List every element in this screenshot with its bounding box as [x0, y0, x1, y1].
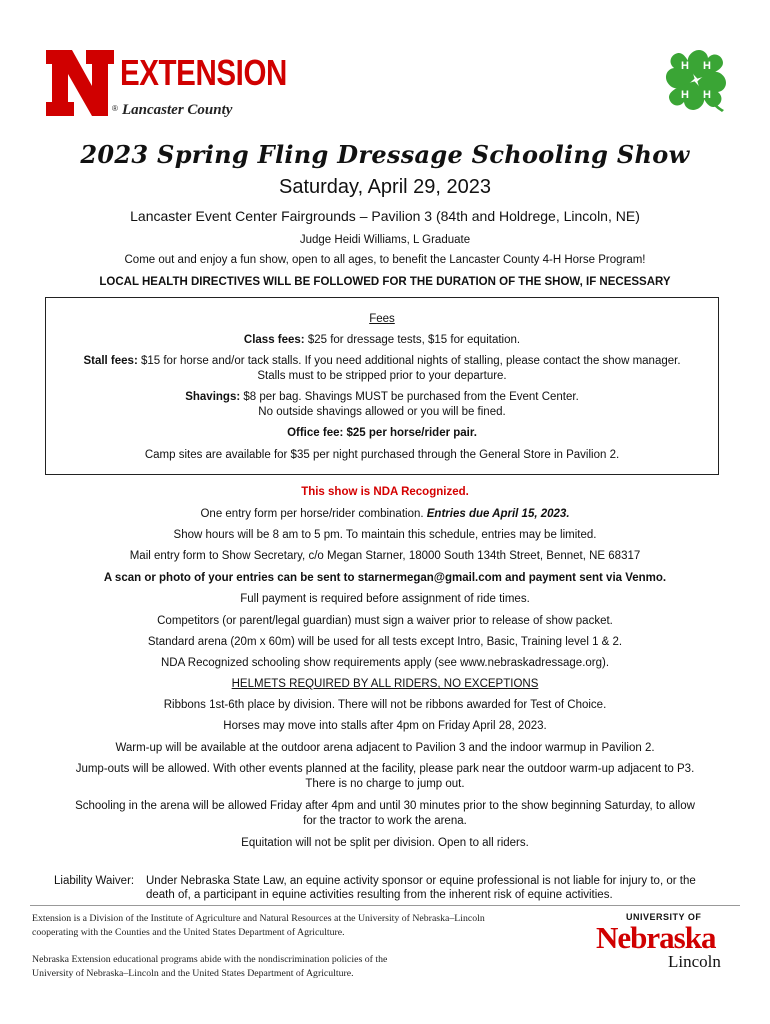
unl-logo: [596, 912, 736, 972]
page-title: 2023 Spring Fling Dressage Schooling Show: [80, 140, 690, 169]
intro-line: Come out and enjoy a fun show, open to all ages, to benefit the Lancaster County 4-H Horse Program!: [124, 254, 646, 266]
equitation-line: Equitation will not be split per division. Open to all riders.: [241, 837, 529, 849]
entries-due: Entries due April 15, 2023.: [426, 508, 570, 520]
nda-requirements: NDA Recognized schooling show requirements apply (see www.nebraskadressage.org).: [160, 657, 610, 669]
clover-h-2: H: [703, 60, 711, 72]
footer-line-4: University of Nebraska–Lincoln and the United States Department of Agriculture.: [32, 968, 354, 979]
judge-line: Judge Heidi Williams, L Graduate: [299, 234, 471, 246]
jumpouts-line: Jump-outs will be allowed. With other events planned at the facility, please park near the outdoor warm-up adjacent to P3.: [75, 763, 695, 775]
scan-entry: A scan or photo of your entries can be sent to starnermegan@gmail.com and payment sent via Venmo.: [103, 572, 667, 584]
clover-h-3: H: [681, 89, 689, 101]
shavings: [46, 390, 718, 405]
footer-divider: [30, 905, 740, 906]
extension-wordmark: EXTENSION: [120, 52, 287, 93]
entry-text: One entry form per horse/rider combination.: [200, 508, 427, 520]
footer-line-2: cooperating with the Counties and the United States Department of Agriculture.: [32, 927, 345, 938]
extension-logo: [42, 44, 287, 124]
health-directive: LOCAL HEALTH DIRECTIVES WILL BE FOLLOWED FOR THE DURATION OF THE SHOW, IF NECESSARY: [99, 276, 671, 288]
show-hours: Show hours will be 8 am to 5 pm. To maintain this schedule, entries may be limited.: [173, 529, 597, 541]
footer-line-3: Nebraska Extension educational programs abide with the nondiscrimination policies of the: [32, 954, 388, 965]
liability-text: Under Nebraska State Law, an equine activity sponsor or equine professional is not liable for injury to, or the death of, a participant in equine activities resulting from the inherent risk of equine activities.: [146, 875, 696, 901]
class-fees-text: $25 for dressage tests, $15 for equitation.: [304, 334, 521, 346]
clover-h-1: H: [681, 60, 689, 72]
full-payment: Full payment is required before assignment of ride times.: [240, 593, 530, 605]
unl-nebraska: Nebraska: [596, 920, 716, 955]
jumpouts-note: There is no charge to jump out.: [305, 778, 465, 790]
4h-clover-icon: [658, 42, 734, 118]
waiver-line: Competitors (or parent/legal guardian) must sign a waiver prior to release of show packet.: [157, 615, 613, 627]
arena-line: Standard arena (20m x 60m) will be used for all tests except Intro, Basic, Training level 1 & 2.: [147, 636, 623, 648]
schooling-note: for the tractor to work the arena.: [303, 815, 467, 827]
class-fees-label: Class fees:: [243, 334, 305, 346]
stall-fees-text: $15 for horse and/or tack stalls. If you need additional nights of stalling, please contact the show manager.: [137, 355, 681, 367]
stalls-line: Horses may move into stalls after 4pm on Friday April 28, 2023.: [223, 720, 547, 732]
registered-mark: ®: [112, 104, 118, 113]
fees-box: [45, 297, 719, 475]
show-date: Saturday, April 29, 2023: [279, 176, 491, 198]
helmets-required: HELMETS REQUIRED BY ALL RIDERS, NO EXCEPTIONS: [231, 678, 539, 690]
mail-entry: Mail entry form to Show Secretary, c/o Megan Starner, 18000 South 134th Street, Bennet, NE 68317: [129, 550, 641, 562]
unl-lincoln: Lincoln: [668, 952, 721, 971]
liability-label: Liability Waiver:: [54, 875, 135, 887]
nda-recognized: This show is NDA Recognized.: [301, 486, 469, 498]
office-fee: Office fee: $25 per horse/rider pair.: [287, 427, 477, 439]
class-fees: [46, 333, 718, 348]
ribbons-line: Ribbons 1st-6th place by division. There will not be ribbons awarded for Test of Choice.: [163, 699, 607, 711]
shavings-label: Shavings:: [185, 391, 241, 403]
fees-heading: Fees: [369, 313, 395, 325]
shavings-text: $8 per bag. Shavings MUST be purchased from the Event Center.: [240, 391, 579, 403]
nebraska-n-icon: [42, 44, 118, 120]
unl-university-of: UNIVERSITY OF: [626, 912, 702, 922]
clover-h-4: H: [703, 89, 711, 101]
entry-line: [0, 507, 770, 522]
shavings-note: No outside shavings allowed or you will be fined.: [258, 406, 506, 418]
stall-fees-label: Stall fees:: [83, 355, 138, 367]
county-name: Lancaster County: [122, 102, 233, 118]
warmup-line: Warm-up will be available at the outdoor arena adjacent to Pavilion 3 and the indoor warmup in Pavilion 2.: [115, 742, 655, 754]
footer-line-1: Extension is a Division of the Institute of Agriculture and Natural Resources at the University of Nebraska–Lincoln: [32, 913, 485, 924]
stall-fees: [46, 354, 718, 369]
show-location: Lancaster Event Center Fairgrounds – Pavilion 3 (84th and Holdrege, Lincoln, NE): [130, 208, 640, 224]
stall-fees-note: Stalls must to be stripped prior to your departure.: [257, 370, 507, 382]
camp-sites: Camp sites are available for $35 per night purchased through the General Store in Pavilion 2.: [144, 449, 620, 461]
schooling-line: Schooling in the arena will be allowed Friday after 4pm and until 30 minutes prior to the show beginning Saturday, to allow: [75, 800, 695, 812]
